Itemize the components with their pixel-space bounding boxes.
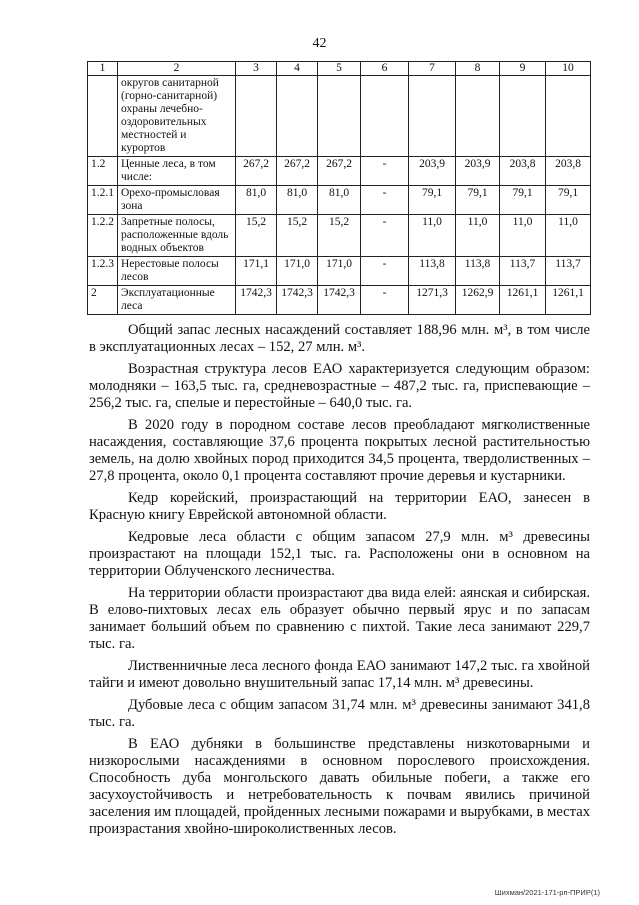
header-cell: 5 [318,62,361,76]
value-cell: 113,8 [409,257,456,286]
row-name-cell: Эксплуатационные леса [118,286,236,315]
paragraph: Кедровые леса области с общим запасом 27,9 млн. м³ древесины произрастают на площади 152,1 тыс. га. Расположены они в основном на территории Облученского лесничества. [89,529,590,579]
value-cell: 113,7 [500,257,546,286]
value-cell: 79,1 [456,186,500,215]
paragraph: Лиственничные леса лесного фонда ЕАО занимают 147,2 тыс. га хвойной тайги и имеют довольно внушительный запас 17,14 млн. м³ древесины. [89,658,590,691]
value-cell: - [361,215,409,257]
value-cell: - [361,257,409,286]
row-name-cell: Нерестовые полосы лесов [118,257,236,286]
page-number: 42 [312,36,327,51]
table-row [88,257,591,286]
footer-code: Шихман/2021-171-рп-ПРИР(1) [494,888,600,897]
value-cell: 203,9 [409,157,456,186]
table-row [88,186,591,215]
header-cell: 10 [546,62,591,76]
value-cell [546,76,591,157]
row-name-cell: округов санитарной (горно-санитарной) охраны лечебно-оздоровительных местностей и курортов [118,76,236,157]
header-cell: 8 [456,62,500,76]
forest-table [87,61,591,315]
table-row [88,286,591,315]
value-cell: 1261,1 [500,286,546,315]
row-index-cell: 1.2.2 [88,215,118,257]
value-cell [409,76,456,157]
value-cell: 81,0 [318,186,361,215]
header-cell: 7 [409,62,456,76]
value-cell [236,76,277,157]
value-cell [361,76,409,157]
value-cell: 79,1 [500,186,546,215]
value-cell [277,76,318,157]
row-index-cell: 1.2.3 [88,257,118,286]
value-cell: 1271,3 [409,286,456,315]
value-cell: - [361,286,409,315]
value-cell: 203,8 [500,157,546,186]
value-cell: 79,1 [409,186,456,215]
paragraph: На территории области произрастают два вида елей: аянская и сибирская. В елово-пихтовых лесах ель образует обычно первый ярус и по запасам занимает больший объем по сравнению с пихтой. Такие леса занимают 229,7 тыс. га. [89,585,590,652]
paragraph: В ЕАО дубняки в большинстве представлены низкотоварными и низкорослыми насаждениями в основном порослевого происхождения. Способность дуба монгольского давать обильные побеги, а также его засухоустойчивость и нетребовательность к почвам явились причиной заселения им площадей, пройденных лесными пожарами и вырубками, в местах произрастания хвойно-широколиственных лесов. [89,736,590,837]
row-index-cell: 1.2 [88,157,118,186]
value-cell: 113,7 [546,257,591,286]
value-cell: 1261,1 [546,286,591,315]
body-text [89,322,590,843]
value-cell: 171,0 [318,257,361,286]
value-cell: 11,0 [500,215,546,257]
header-cell: 1 [88,62,118,76]
value-cell: - [361,186,409,215]
value-cell: 203,8 [546,157,591,186]
value-cell: 1742,3 [318,286,361,315]
table-header-row [88,62,591,76]
value-cell: 1742,3 [277,286,318,315]
row-name-cell: Запретные полосы, расположенные вдоль водных объектов [118,215,236,257]
paragraph: Дубовые леса с общим запасом 31,74 млн. м³ древесины занимают 341,8 тыс. га. [89,697,590,730]
value-cell: 171,1 [236,257,277,286]
value-cell: 1742,3 [236,286,277,315]
row-index-cell: 1.2.1 [88,186,118,215]
value-cell [500,76,546,157]
value-cell: 267,2 [318,157,361,186]
row-index-cell [88,76,118,157]
value-cell: 81,0 [236,186,277,215]
paragraph: В 2020 году в породном составе лесов преобладают мягколиственные насаждения, составляющие 37,6 процента покрытых лесной растительностью земель, на долю хвойных пород приходится 34,5 процента, твердолиственных – 27,8 процента, около 0,1 процента составляют прочие деревья и кустарники. [89,417,590,484]
row-name-cell: Ценные леса, в том числе: [118,157,236,186]
value-cell: 203,9 [456,157,500,186]
value-cell: 81,0 [277,186,318,215]
value-cell: 11,0 [409,215,456,257]
value-cell: 171,0 [277,257,318,286]
value-cell: 267,2 [236,157,277,186]
header-cell: 3 [236,62,277,76]
value-cell [318,76,361,157]
value-cell: 15,2 [318,215,361,257]
table-row [88,157,591,186]
header-cell: 9 [500,62,546,76]
value-cell: - [361,157,409,186]
header-cell: 6 [361,62,409,76]
row-name-cell: Орехо-промысловая зона [118,186,236,215]
header-cell: 2 [118,62,236,76]
paragraph: Общий запас лесных насаждений составляет 188,96 млн. м³, в том числе в эксплуатационных лесах – 152, 27 млн. м³. [89,322,590,355]
value-cell [456,76,500,157]
header-cell: 4 [277,62,318,76]
value-cell: 15,2 [236,215,277,257]
value-cell: 11,0 [456,215,500,257]
row-index-cell: 2 [88,286,118,315]
paragraph: Возрастная структура лесов ЕАО характеризуется следующим образом: молодняки – 163,5 тыс. га, средневозрастные – 487,2 тыс. га, приспевающие – 256,2 тыс. га, спелые и перестойные – 640,0 тыс. га. [89,361,590,411]
value-cell: 79,1 [546,186,591,215]
table-row [88,215,591,257]
table-row [88,76,591,157]
value-cell: 1262,9 [456,286,500,315]
value-cell: 113,8 [456,257,500,286]
paragraph: Кедр корейский, произрастающий на территории ЕАО, занесен в Красную книгу Еврейской автономной области. [89,490,590,523]
value-cell: 15,2 [277,215,318,257]
value-cell: 11,0 [546,215,591,257]
value-cell: 267,2 [277,157,318,186]
